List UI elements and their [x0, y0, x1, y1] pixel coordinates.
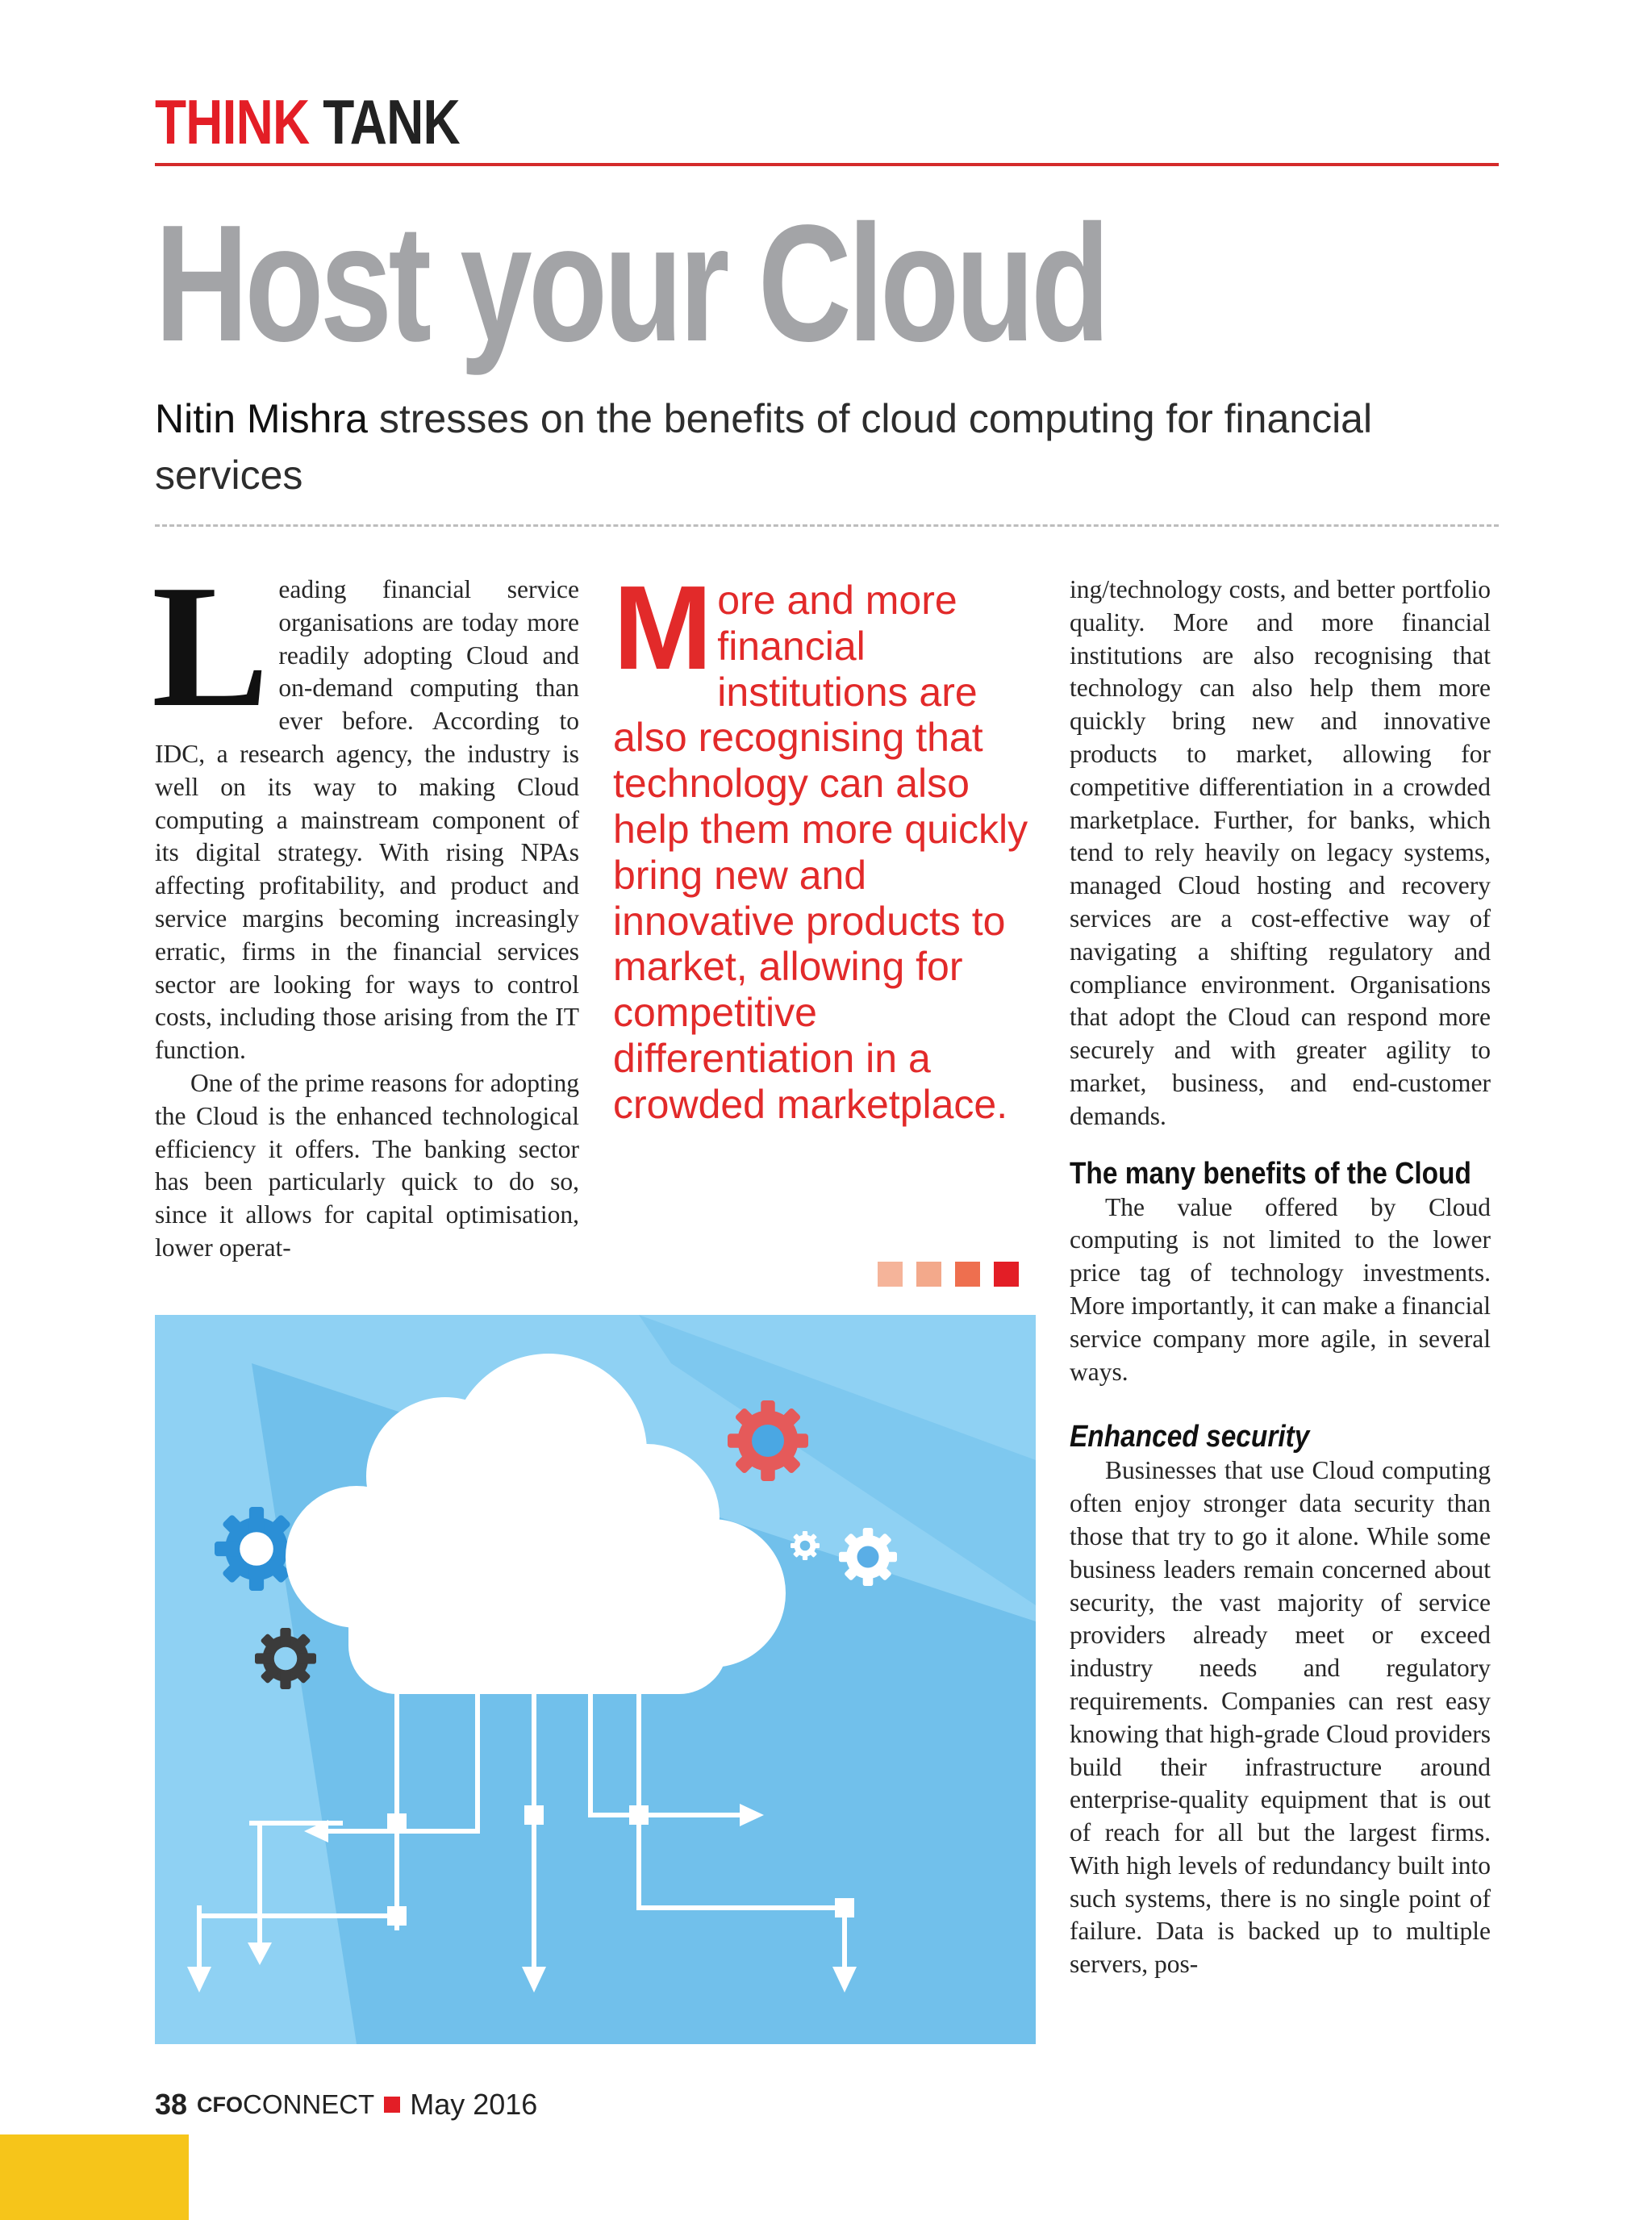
- intro-paragraph: [152, 549, 579, 1067]
- headline: Host your Cloud: [155, 190, 1107, 376]
- decor-square: [994, 1262, 1019, 1287]
- dashed-divider: [155, 524, 1499, 527]
- pull-quote-text: ore and more financial institutions are also recognising that technology can also help them more quickly bring new and innovative products to market, allowing for competitive differentiation in a crowded marketplace.: [613, 578, 1028, 1127]
- gear-red-icon: [728, 1400, 808, 1481]
- footer-square-icon: [384, 2097, 400, 2113]
- article-column-left: [152, 549, 579, 1265]
- page-footer: [155, 2088, 537, 2122]
- standfirst: [155, 390, 1446, 503]
- section-label-bold: THINK: [155, 86, 310, 157]
- page-number: 38: [155, 2088, 188, 2121]
- subhead-security: Enhanced security: [1070, 1420, 1310, 1454]
- cloud-network-illustration: [155, 1315, 1036, 2044]
- author-name: Nitin Mishra: [155, 396, 368, 441]
- gear-dark-icon: [255, 1628, 316, 1689]
- gear-blue-icon: [215, 1507, 298, 1591]
- brand-bold: CFO: [197, 2092, 244, 2117]
- intro-paragraph-text: eading financial service organisations are today more readily adopting Cloud and on-demand computing than ever before. According to IDC, a research agency, the industry is well on its way to making Cloud computing a mainstream component of its digital strategy. With rising NPAs affecting profitability, and product and service margins becoming increasingly erratic, firms in the financial services sector are looking for ways to control costs, including those arising from the IT function.: [155, 575, 579, 1065]
- article-column-right: [1070, 574, 1491, 1981]
- subhead-benefits: The many benefits of the Cloud: [1070, 1156, 1471, 1191]
- body-paragraph: Businesses that use Cloud computing often enjoy stronger data security than those that try to go it alone. While some business leaders remain concerned about security, the vast majority of service providers already meet or exceed industry needs and regulatory requirements. Companies can rest easy knowing that high-grade Cloud providers build their infrastructure around enterprise-quality equipment that is out of reach for all but the largest firms. With high levels of redundancy built into such systems, there is no single point of failure. Data is backed up to multiple servers, pos-: [1070, 1456, 1491, 1979]
- decor-square: [916, 1262, 941, 1287]
- corner-tab: [0, 2134, 189, 2220]
- gear-small-white-icon: [791, 1531, 820, 1560]
- pull-quote: [613, 561, 1049, 1128]
- section-label-light: TANK: [323, 86, 460, 157]
- issue-date: May 2016: [410, 2088, 538, 2121]
- section-rule: [155, 163, 1499, 166]
- drop-cap: L: [152, 549, 269, 744]
- decor-square: [878, 1262, 903, 1287]
- gear-white-icon: [839, 1528, 897, 1586]
- body-paragraph: The value offered by Cloud computing is not limited to the lower price tag of technology investments. More importantly, it can make a financial service company more agile, in several ways.: [1070, 1192, 1491, 1386]
- pull-quote-initial: M: [613, 561, 713, 695]
- pull-quote-squares: [878, 1262, 1019, 1287]
- standfirst-text: stresses on the benefits of cloud computing for financial services: [155, 396, 1373, 498]
- brand-light: CONNECT: [243, 2089, 375, 2119]
- body-paragraph: ing/technology costs, and better portfolio quality. More and more financial institutions are also recognising that technology can also help them more quickly bring new and innovative products to market, allowing for competitive differentiation in a crowded marketplace. Further, for banks, which tend to rely heavily on legacy systems, managed Cloud hosting and recovery services are a cost-effective way of navigating a shifting regulatory and compliance environment. Organisations that adopt the Cloud can respond more securely and with greater agility to market, business, and end-customer demands.: [1070, 575, 1491, 1130]
- section-label: [155, 86, 460, 157]
- body-paragraph: One of the prime reasons for adopting the Cloud is the enhanced technological efficiency it offers. The banking sector has been particularly quick to do so, since it allows for capital optimisation, lower operat-: [155, 1068, 579, 1262]
- decor-square: [955, 1262, 980, 1287]
